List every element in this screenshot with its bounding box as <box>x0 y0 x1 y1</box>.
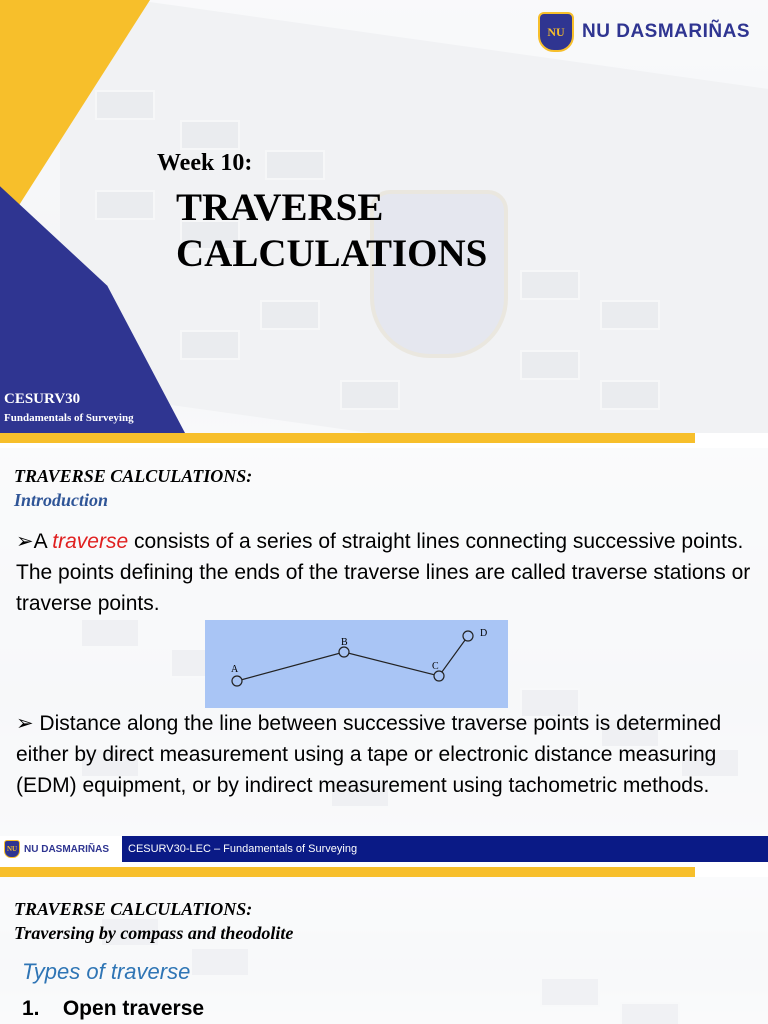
types-slide <box>0 877 768 1024</box>
footer-logo-text: NU DASMARIÑAS <box>24 843 109 855</box>
section-subheading: Introduction <box>14 490 109 510</box>
station-a-marker <box>232 676 242 686</box>
slide-footer <box>0 836 768 862</box>
types-heading: Types of traverse <box>22 959 191 984</box>
divider-bar <box>0 433 695 443</box>
highlight-word: traverse <box>52 530 129 553</box>
section-subheading: Traversing by compass and theodolite <box>14 923 294 943</box>
intro-slide <box>0 448 768 862</box>
title-line-1: TRAVERSE <box>176 186 384 229</box>
bullet-text: consists of a series of straight lines connecting successive points. The points defining the ends of the traverse lines are called traverse stations or traverse points. <box>16 530 751 615</box>
course-name: Fundamentals of Surveying <box>4 412 134 424</box>
traverse-diagram <box>205 620 508 708</box>
bullet-distance-measurement: ➢ Distance along the line between successive traverse points is determined either by direct measurement using a tape or electronic distance measuring (EDM) equipment, or by indirect measurement using tachometric methods. <box>16 712 722 797</box>
footer-course-text: CESURV30-LEC – Fundamentals of Surveying <box>122 836 768 862</box>
nu-shield-icon: NU <box>4 840 20 858</box>
traverse-diagram-svg <box>205 620 508 708</box>
page-title <box>176 185 487 277</box>
logo-text: NU DASMARIÑAS <box>582 21 750 42</box>
yellow-corner-shape <box>0 0 150 235</box>
title-line-2: CALCULATIONS <box>176 232 488 275</box>
station-c-label: C <box>432 661 439 672</box>
bullet-traverse-definition <box>16 526 766 619</box>
station-d-marker <box>463 631 473 641</box>
station-b-label: B <box>341 637 348 648</box>
bullet-prefix: ➢A <box>16 530 53 553</box>
title-slide <box>0 0 768 433</box>
week-label: Week 10: <box>157 150 253 176</box>
nu-shield-icon: NU <box>538 12 574 52</box>
list-item: 1. Open traverse <box>22 997 205 1020</box>
course-code: CESURV30 <box>4 391 81 407</box>
station-d-label: D <box>480 628 488 639</box>
station-b-marker <box>339 647 349 657</box>
section-heading: TRAVERSE CALCULATIONS: <box>14 466 253 486</box>
divider-bar <box>0 867 695 877</box>
station-a-label: A <box>231 664 239 675</box>
footer-logo <box>0 836 122 862</box>
station-c-marker <box>434 671 444 681</box>
nu-logo <box>538 12 750 52</box>
section-heading: TRAVERSE CALCULATIONS: <box>14 899 253 919</box>
